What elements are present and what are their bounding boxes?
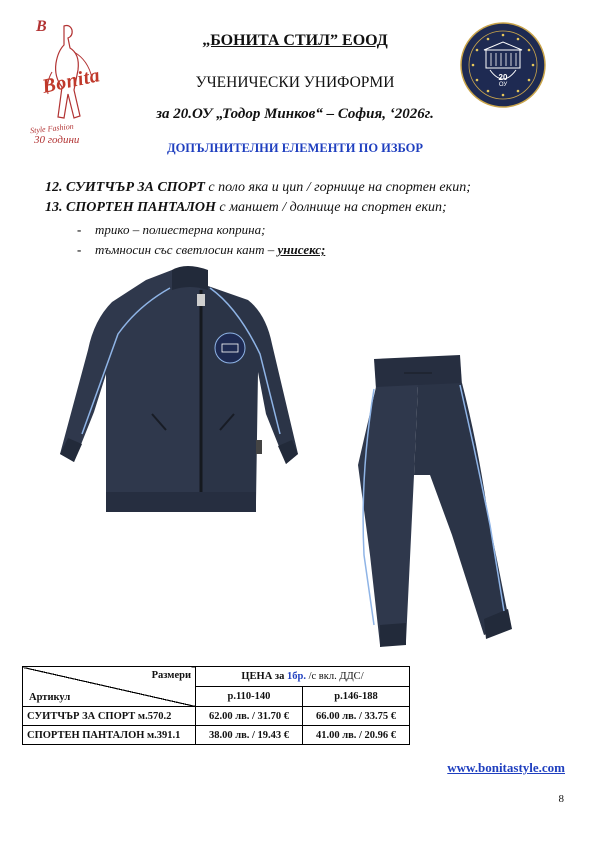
logo-tagline: Style Fashion: [29, 121, 75, 136]
table-corner-cell: [23, 667, 196, 707]
unisex-label: унисекс;: [277, 242, 326, 257]
item-13: [45, 198, 471, 218]
school-seal-icon: [460, 22, 546, 108]
table-row: [23, 707, 410, 726]
seal-number: 20: [498, 73, 508, 82]
item-list: [45, 178, 471, 218]
bonita-logo: [22, 12, 104, 146]
sizes-label: Размери: [151, 670, 191, 681]
item-13-name: 13. СПОРТЕН ПАНТАЛОН: [45, 200, 216, 215]
company-name: „БОНИТА СТИЛ” ЕООД: [202, 32, 388, 49]
article-cell: СПОРТЕН ПАНТАЛОН м.391.1: [23, 726, 196, 745]
table-row: [23, 726, 410, 745]
material-text: трико – полиестерна коприна;: [95, 222, 266, 237]
article-cell: СУИТЧЪР ЗА СПОРТ м.570.2: [23, 707, 196, 726]
size-header: р.110-140: [196, 687, 303, 707]
material-item: [77, 220, 325, 240]
article-label: Артикул: [29, 692, 71, 703]
school-line: за 20.ОУ „Тодор Минков“ – София, ‘2026г.: [156, 106, 434, 122]
material-text: [77, 242, 325, 257]
price-head-a: ЦЕНА за: [241, 671, 288, 682]
logo-years: 30 години: [34, 134, 80, 146]
material-item: [77, 240, 325, 260]
price-head-qty: 1бр.: [287, 671, 306, 682]
track-jacket-image: [60, 264, 300, 520]
section-title: ДОПЪЛНИТЕЛНИ ЕЛЕМЕНТИ ПО ИЗБОР: [166, 141, 424, 155]
logo-mark: B: [36, 18, 47, 35]
price-cell: 62.00 лв. / 31.70 €: [196, 707, 303, 726]
website-link[interactable]: www.bonitastyle.com: [447, 760, 565, 775]
price-header: [196, 667, 410, 687]
price-head-vat: /с вкл. ДДС/: [305, 671, 364, 682]
price-table: [22, 666, 410, 745]
page-number: 8: [558, 793, 564, 805]
item-12: [45, 178, 471, 198]
track-pants-image: [344, 355, 524, 657]
material-text-main: тъмносин със светлосин кант –: [95, 242, 278, 257]
price-cell: 41.00 лв. / 20.96 €: [303, 726, 410, 745]
price-cell: 38.00 лв. / 19.43 €: [196, 726, 303, 745]
seal-abbr: ОУ: [498, 82, 508, 88]
item-12-desc: с поло яка и цип / горнище на спортен екип;: [204, 180, 471, 195]
school-seal: [460, 22, 546, 108]
size-header: р.146-188: [303, 687, 410, 707]
item-12-name: 12. СУИТЧЪР ЗА СПОРТ: [45, 180, 205, 195]
bullet-dash: -: [77, 242, 82, 257]
bullet-dash: -: [77, 222, 82, 237]
logo-brand: Bonita: [40, 64, 103, 98]
item-13-desc: с маншет / долнище на спортен екип;: [215, 200, 447, 215]
price-cell: 66.00 лв. / 33.75 €: [303, 707, 410, 726]
material-list: [77, 220, 325, 260]
table-header-row: [23, 667, 410, 687]
page-subtitle: УЧЕНИЧЕСКИ УНИФОРМИ: [195, 74, 395, 91]
